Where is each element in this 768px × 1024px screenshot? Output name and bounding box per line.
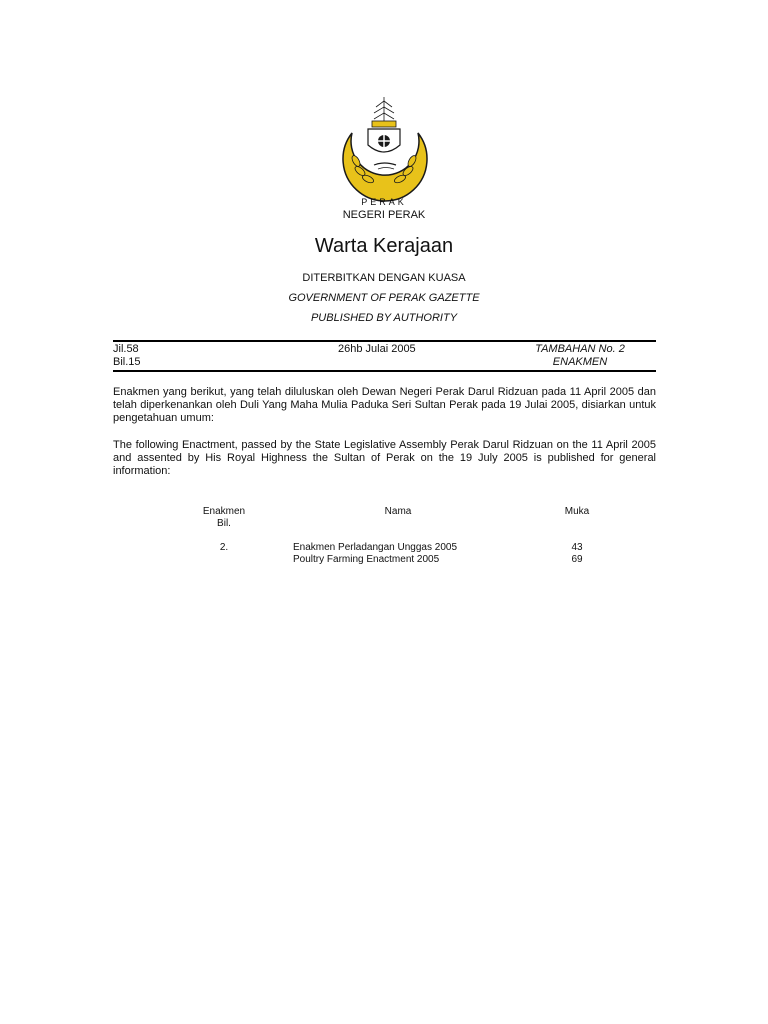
page-title: Warta Kerajaan: [314, 235, 454, 257]
intro-paragraph-malay: Enakmen yang berikut, yang telah diluluskan oleh Dewan Negeri Perak Darul Ridzuan pada 11 April 2005 dan telah diperkenankan oleh Duli Yang Maha Mulia Paduka Seri Sultan Perak pada 19 Julai 2005, disiarkan untuk pengetahuan umum:: [113, 386, 656, 424]
supplement-number: TAMBAHAN No. 2: [535, 343, 625, 355]
authority-malay: DITERBITKAN DENGAN KUASA: [302, 272, 466, 284]
supplement-category: ENAKMEN: [552, 356, 608, 368]
table-header-nama: Nama: [384, 506, 412, 517]
crest-script: [374, 163, 396, 165]
volume-info: [113, 343, 141, 369]
intro-paragraph-english: The following Enactment, passed by the State Legislative Assembly Perak Darul Ridzuan on the 11 April 2005 and assented by His Royal Highness the Sultan of Perak on the 19 July 2005 is published for general information:: [113, 439, 656, 477]
table-header-enakmen: [194, 506, 254, 530]
page-number-english: 69: [571, 554, 583, 565]
page-number-malay: 43: [571, 542, 583, 553]
enactment-name-malay: Enakmen Perladangan Unggas 2005: [293, 542, 458, 553]
bil: Bil.15: [113, 356, 141, 368]
crest-crown: [372, 97, 396, 127]
jilid: Jil.58: [113, 343, 139, 355]
header-enakmen-label: Enakmen: [202, 506, 246, 517]
divider-bottom: [113, 370, 656, 372]
table-header-muka: Muka: [564, 506, 590, 517]
header-bil-label: Bil.: [217, 518, 231, 529]
crest-label: PERAK: [361, 197, 407, 207]
state-name: NEGERI PERAK: [342, 209, 426, 221]
publication-date: 26hb Julai 2005: [338, 343, 416, 355]
table-row-muka: [552, 542, 602, 566]
divider-top: [113, 340, 656, 342]
gazette-english: GOVERNMENT OF PERAK GAZETTE: [288, 292, 480, 304]
enactment-name-english: Poultry Farming Enactment 2005: [293, 554, 440, 565]
table-row-nama: [293, 542, 513, 566]
perak-crest-icon: [332, 93, 436, 209]
table-row-bil: 2.: [219, 542, 229, 553]
authority-english: PUBLISHED BY AUTHORITY: [310, 312, 458, 324]
supplement-info: [510, 343, 650, 369]
